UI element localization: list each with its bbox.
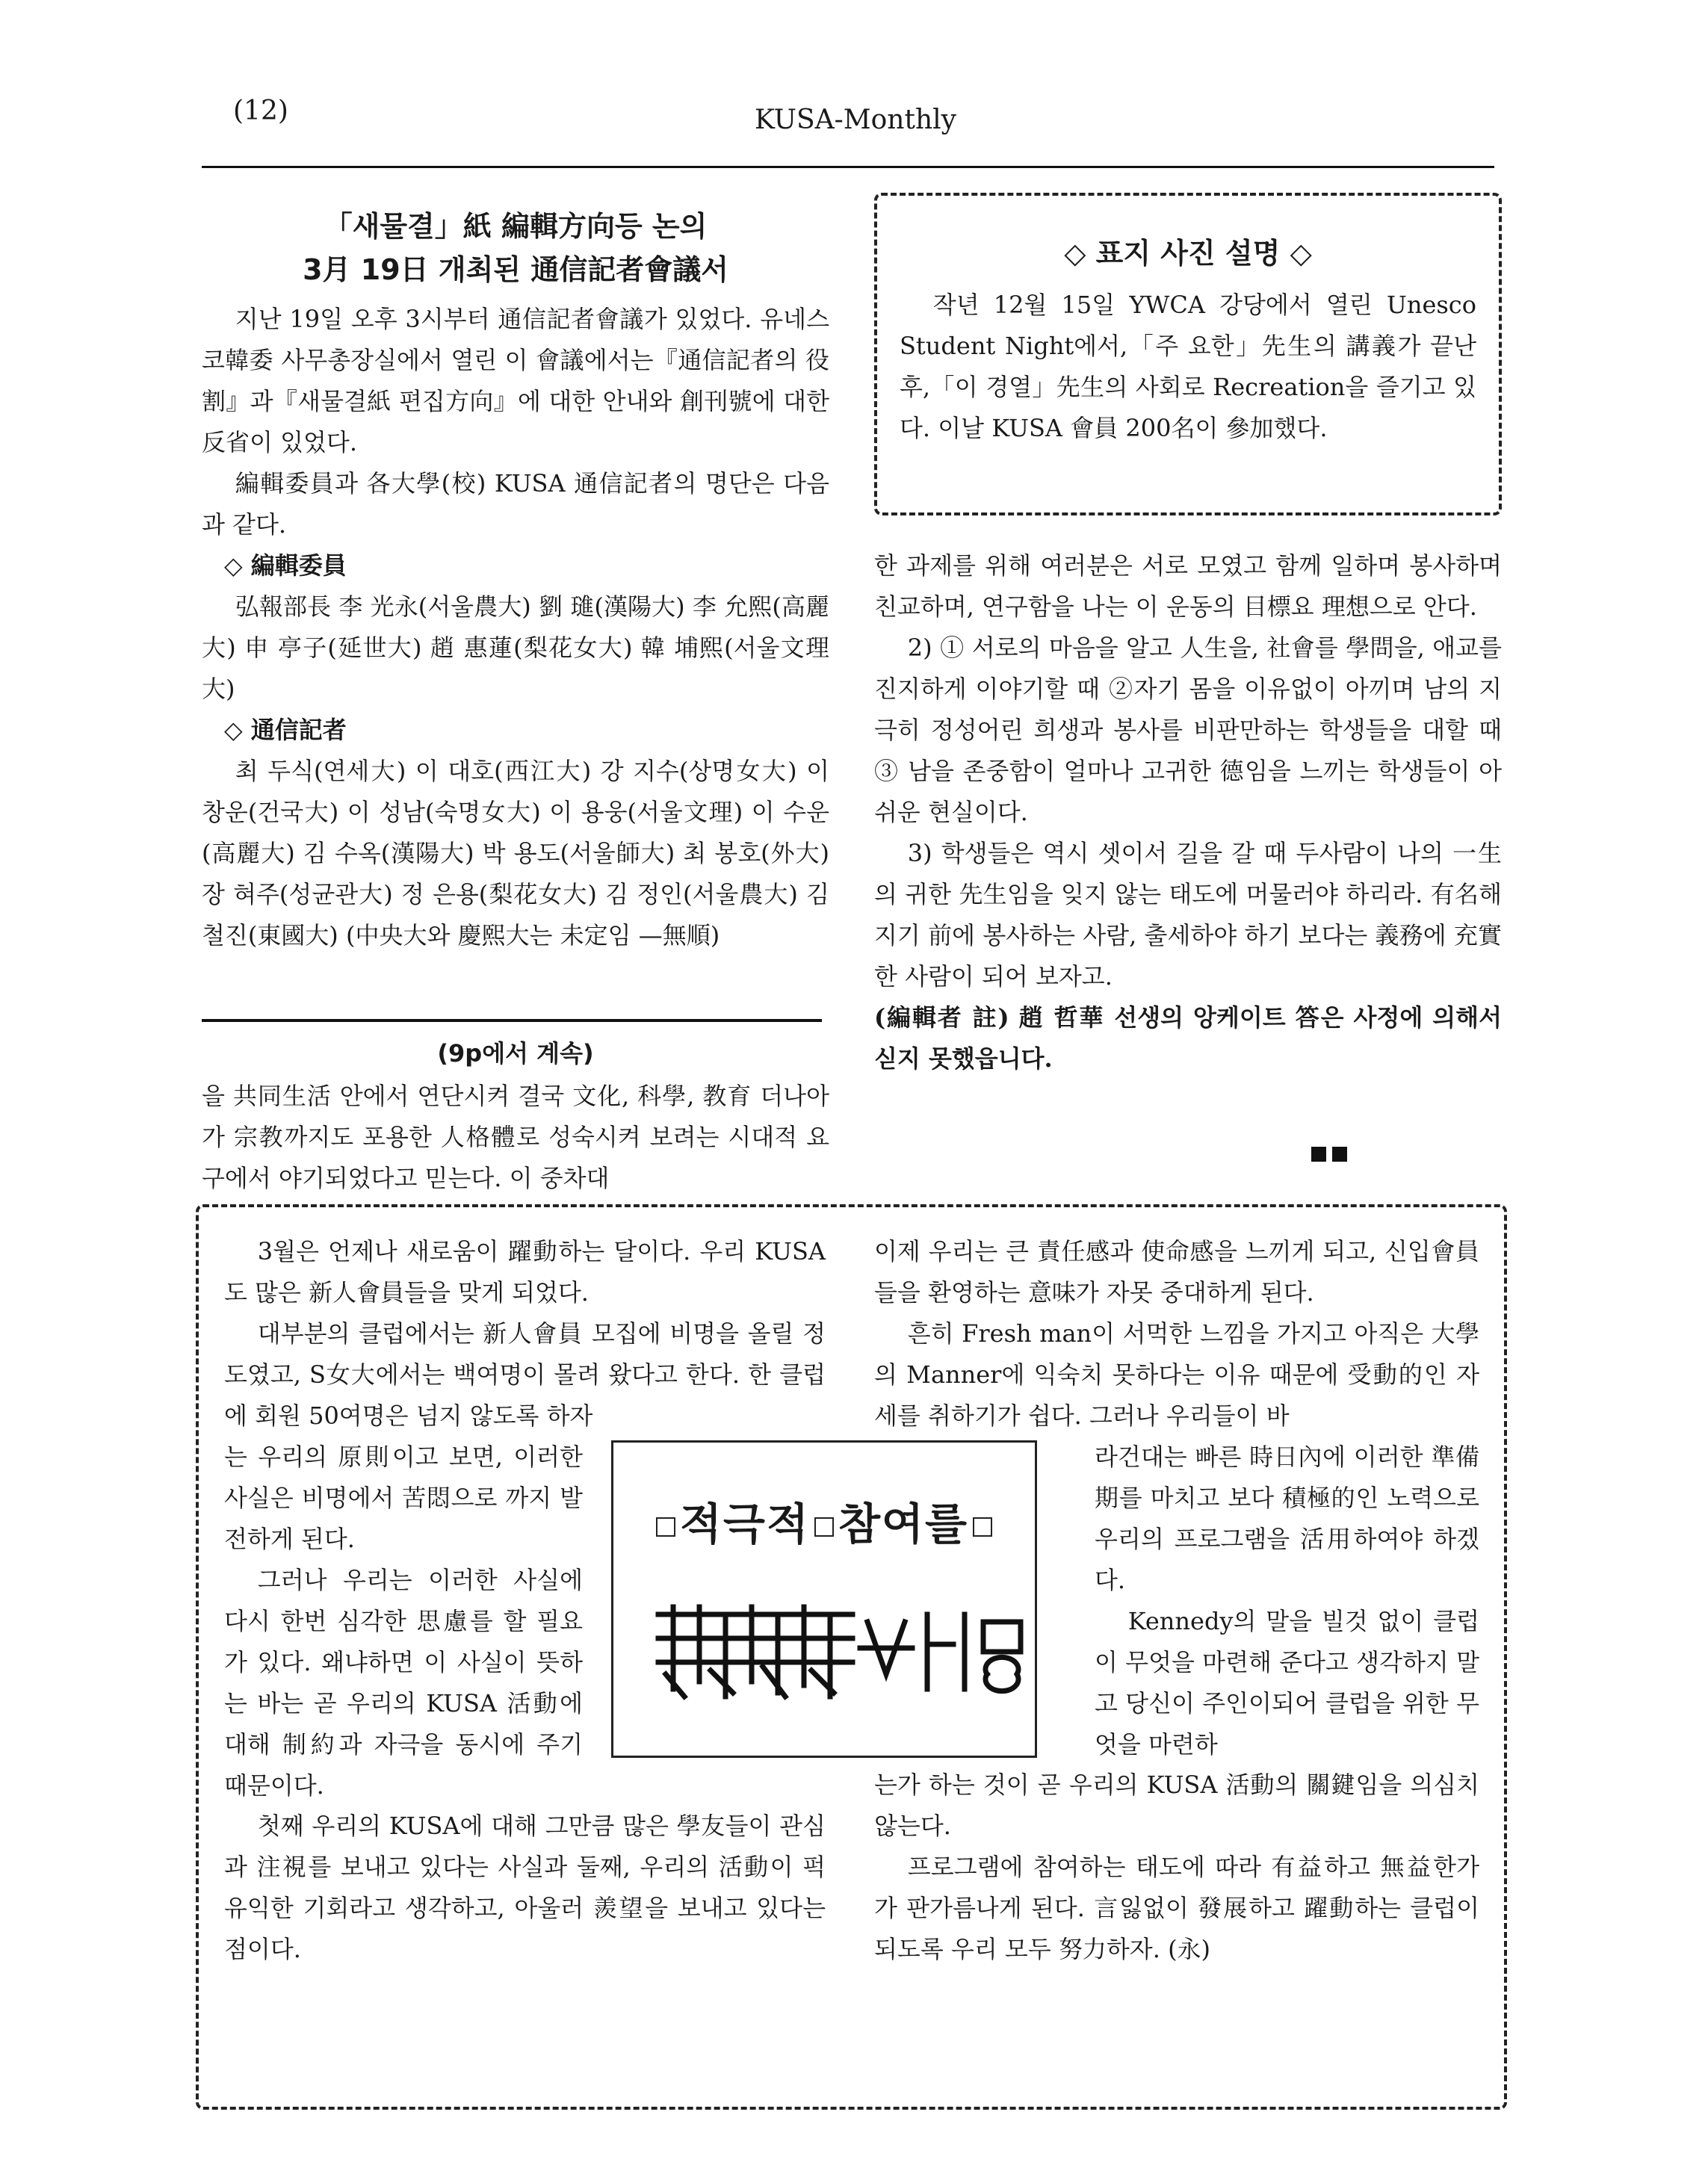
reporters-heading: ◇ 通信記者 — [224, 716, 347, 744]
bottom-paragraph: 는가 하는 것이 곧 우리의 KUSA 活動의 關鍵임을 의심치 않는다. — [874, 1771, 1479, 1840]
bottom-left-bottom — [224, 1806, 826, 1970]
article-paragraph: 지난 19일 오후 3시부터 通信記者會議가 있었다. 유네스코韓委 사무총장실에서 열린 이 會議에서는『通信記者의 役割』과『새물결紙 편집方向』에 대한 안내와 創刊號에 대한 反省이 있었다. — [202, 305, 829, 456]
end-mark — [1311, 1147, 1326, 1162]
article-title-line2: 3月 19日 개최된 通信記者會議서 — [303, 253, 728, 286]
article-paragraph: 編輯委員과 各大學(校) KUSA 通信記者의 명단은 다음과 같다. — [202, 469, 829, 539]
section-rule — [202, 1019, 822, 1022]
bottom-right-narrow — [1095, 1437, 1479, 1765]
bottom-paragraph: 라건대는 빠른 時日內에 이러한 準備期를 마치고 보다 積極的인 노력으로 우리의 프로그램을 活用하여야 하겠다. — [1095, 1443, 1479, 1594]
editors-list: 弘報部長 李 光永(서울農大) 劉 璡(漢陽大) 李 允熙(高麗大) 申 亭子(延世大) 趙 惠蓮(梨花女大) 韓 埔熙(서울文理大) — [202, 592, 829, 703]
lattice-lettering-icon — [613, 1592, 1039, 1712]
article-body — [202, 299, 829, 956]
inset-title: 적극적 참여를 — [613, 1489, 1035, 1552]
page-number: (12) — [233, 96, 288, 126]
right-paragraph: 한 과제를 위해 여러분은 서로 모였고 함께 일하며 봉사하며 친교하며, 연구함을 나는 이 운동의 目標요 理想으로 안다. — [874, 551, 1502, 621]
bottom-left-top — [224, 1231, 826, 1437]
continued-body — [202, 1076, 829, 1199]
bottom-paragraph: 흔히 Fresh man이 서먹한 느낌을 가지고 아직은 大學의 Manner에 익숙치 못하다는 이유 때문에 受動的인 자세를 취하기가 쉽다. 그러나 우리들이 바 — [874, 1319, 1479, 1430]
bottom-left-narrow — [224, 1437, 583, 1806]
bottom-paragraph: 프로그램에 참여하는 태도에 따라 有益하고 無益한가가 판가름나게 된다. 言잃없이 發展하고 躍動하는 클럽이 되도록 우리 모두 努力하자. (永) — [874, 1853, 1479, 1963]
cover-caption-title: ◇ 표지 사진 설명 ◇ — [1064, 237, 1312, 270]
bottom-paragraph: 대부분의 클럽에서는 新人會員 모집에 비명을 올릴 정도였고, S女大에서는 백여명이 몰려 왔다고 한다. 한 클럽에 회원 50여명은 넘지 않도록 하자 — [224, 1319, 826, 1430]
bottom-paragraph: 3월은 언제나 새로움이 躍動하는 달이다. 우리 KUSA 도 많은 新人會員들을 맞게 되었다. — [224, 1237, 826, 1307]
cover-caption-box — [874, 193, 1502, 515]
square-icon — [973, 1517, 992, 1537]
right-column — [874, 545, 1502, 1080]
bottom-paragraph: Kennedy의 말을 빌것 없이 클럽이 무엇을 마련해 준다고 생각하지 말고 당신이 주인이되어 클럽을 위한 무엇을 마련하 — [1095, 1607, 1479, 1759]
reporters-list: 최 두식(연세大) 이 대호(西江大) 강 지수(상명女大) 이 창운(건국大) 이 성남(숙명女大) 이 용웅(서울文理) 이 수운(高麗大) 김 수옥(漢陽大) 박 용도(서울師大) 최 봉호(外大) 장 혀주(성균관大) 정 은용(梨花女大) 김 정인(서울農大) 김 철진(東國大) (中央大와 慶熙大는 未定임 —無順) — [202, 757, 829, 950]
publication-title: KUSA-Monthly — [755, 105, 956, 135]
header-rule — [202, 166, 1494, 168]
bottom-paragraph: 첫째 우리의 KUSA에 대해 그만큼 많은 學友들이 관심과 注視를 보내고 있다는 사실과 둘째, 우리의 活動이 퍽 유익한 기회라고 생각하고, 아울러 羨望을 보내고 있다는 점이다. — [224, 1812, 826, 1963]
bottom-right-top — [874, 1231, 1479, 1437]
article-title-line1: 「새물결」紙 編輯方向등 논의 — [324, 210, 708, 243]
right-paragraph: 3) 학생들은 역시 셋이서 길을 갈 때 두사람이 나의 一生의 귀한 先生임을 잊지 않는 태도에 머물러야 하리라. 有名해 지기 前에 봉사하는 사람, 출세하야 하기 보다는 義務에 充實한 사람이 되어 보자고. — [874, 839, 1502, 991]
continued-text: 을 共同生活 안에서 연단시켜 결국 文化, 科學, 教育 더나아가 宗教까지도 포용한 人格體로 성숙시켜 보려는 시대적 요구에서 야기되었다고 믿는다. 이 중차대 — [202, 1082, 829, 1192]
bottom-right-bottom — [874, 1765, 1479, 1970]
bottom-paragraph: 는 우리의 原則이고 보면, 이러한 사실은 비명에서 苦悶으로 까지 발전하게 된다. — [224, 1443, 583, 1553]
bottom-paragraph: 이제 우리는 큰 責任感과 使命感을 느끼게 되고, 신입會員들을 환영하는 意味가 자못 중대하게 된다. — [874, 1237, 1479, 1307]
right-paragraph: 2) ① 서로의 마음을 알고 人生을, 社會를 學問을, 애교를 진지하게 이야기할 때 ②자기 몸을 이유없이 아끼며 남의 지극히 정성어린 희생과 봉사를 비판만하는 학생들을 대할 때 ③ 남을 존중함이 얼마나 고귀한 德임을 느끼는 학생들이 아쉬운 현실이다. — [874, 634, 1502, 826]
editors-heading: ◇ 編輯委員 — [224, 551, 347, 580]
end-mark — [1332, 1147, 1347, 1162]
bottom-paragraph: 그러나 우리는 이러한 사실에 다시 한번 심각한 思慮를 할 필요가 있다. 왜냐하면 이 사실이 뜻하는 바는 곧 우리의 KUSA 活動에 대해 制約과 자극을 동시에 주기 때문이다. — [224, 1566, 583, 1800]
square-icon — [814, 1517, 834, 1537]
editor-note: (編輯者 註) 趙 哲華 선생의 앙케이트 答은 사정에 의해서 싣지 못했읍니다. — [874, 1003, 1502, 1073]
cover-caption-text: 작년 12월 15일 YWCA 강당에서 열린 Unesco Student Night에서,「주 요한」先生의 講義가 끝난 후,「이 경열」先生의 사회로 Recreation을 즐기고 있다. 이날 KUSA 會員 200名이 參加했다. — [900, 291, 1476, 442]
inset-graphic — [611, 1440, 1037, 1758]
square-icon — [656, 1517, 675, 1537]
continued-heading: (9p에서 계속) — [437, 1039, 594, 1068]
